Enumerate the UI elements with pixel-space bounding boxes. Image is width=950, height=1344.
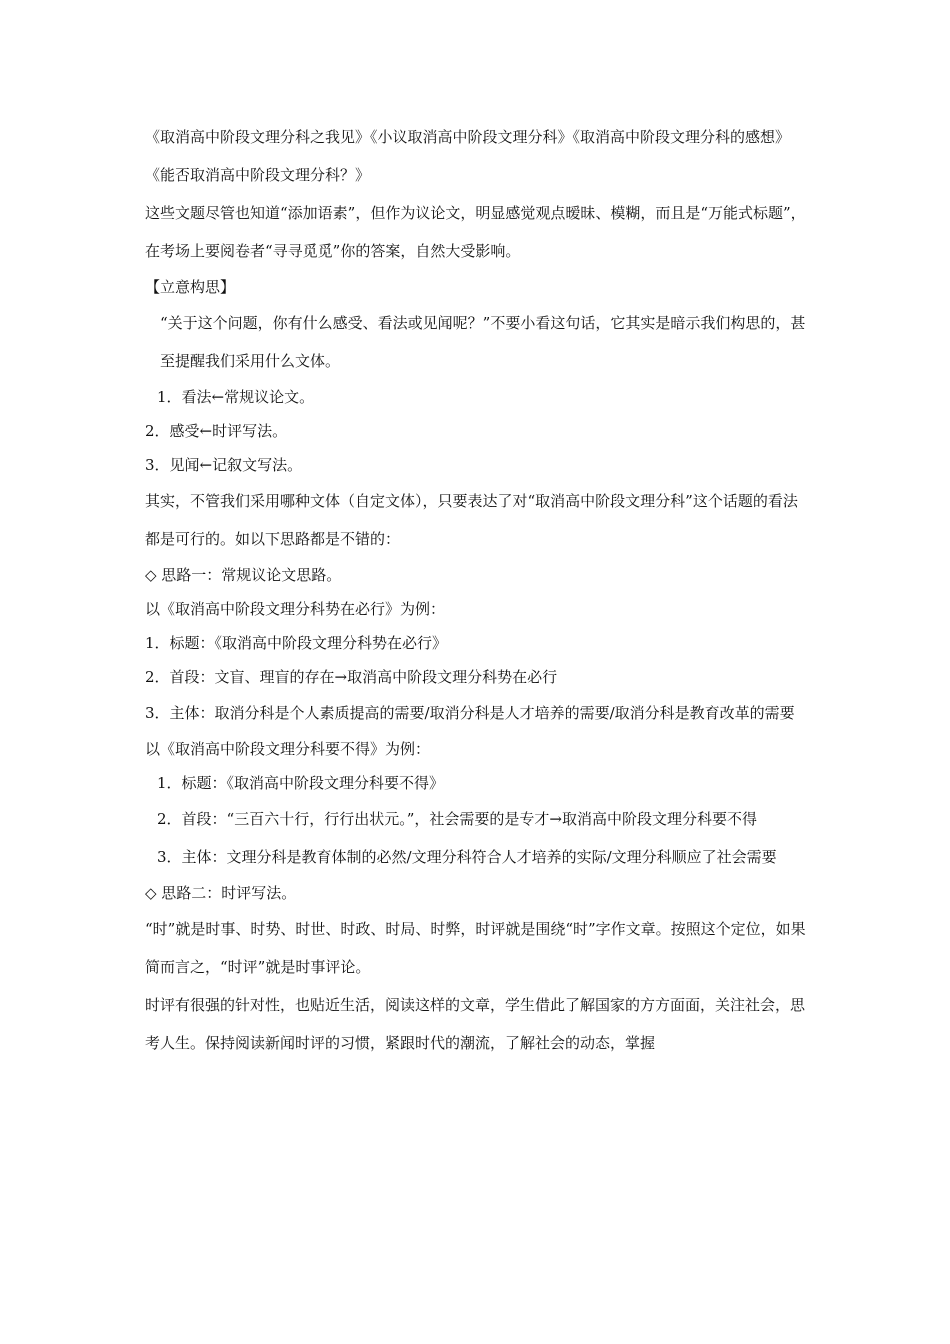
list-item: 3．见闻←记叙文写法。 bbox=[145, 456, 303, 474]
sub-heading: ◇ 思路二：时评写法。 bbox=[145, 884, 297, 902]
paragraph: 以《取消高中阶段文理分科要不得》为例： bbox=[145, 740, 431, 758]
section-heading: 【立意构思】 bbox=[145, 278, 236, 296]
list-item: 2．首段：文盲、理盲的存在→取消高中阶段文理分科势在必行 bbox=[145, 668, 558, 686]
list-item: 3．主体：文理分科是教育体制的必然/文理分科符合人才培养的实际/文理分科顺应了社会需要 bbox=[157, 848, 777, 866]
list-item: 1．标题：《取消高中阶段文理分科势在必行》 bbox=[145, 634, 448, 652]
paragraph: “时”就是时事、时势、时世、时政、时局、时弊，时评就是围绕“时”字作文章。按照这个定位，如果简而言之，“时评”就是时事评论。 bbox=[145, 920, 806, 976]
paragraph: 这些文题尽管也知道“添加语素”，但作为议论文，明显感觉观点暧昧、模糊，而且是“万能式标题”，在考场上要阅卷者“寻寻觅觅”你的答案，自然大受影响。 bbox=[145, 204, 806, 260]
paragraph: 其实，不管我们采用哪种文体（自定文体），只要表达了对“取消高中阶段文理分科”这个话题的看法都是可行的。如以下思路都是不错的： bbox=[145, 492, 798, 548]
paragraph: “关于这个问题，你有什么感受、看法或见闻呢？”不要小看这句话，它其实是暗示我们构思的，甚至提醒我们采用什么文体。 bbox=[160, 314, 806, 370]
paragraph: 以《取消高中阶段文理分科势在必行》为例： bbox=[145, 600, 446, 618]
list-item: 1．标题：《取消高中阶段文理分科要不得》 bbox=[157, 774, 445, 792]
sub-heading: ◇ 思路一：常规议论文思路。 bbox=[145, 566, 342, 584]
list-item: 2．首段：“三百六十行，行行出状元。”，社会需要的是专才→取消高中阶段文理分科要不得 bbox=[157, 810, 757, 828]
list-item: 1．看法←常规议论文。 bbox=[157, 388, 315, 406]
list-item: 3．主体：取消分科是个人素质提高的需要/取消分科是人才培养的需要/取消分科是教育改革的需要 bbox=[145, 704, 795, 722]
paragraph: 《取消高中阶段文理分科之我见》《小议取消高中阶段文理分科》《取消高中阶段文理分科的感想》《能否取消高中阶段文理分科？》 bbox=[145, 128, 791, 184]
document-body bbox=[145, 118, 807, 1062]
paragraph: 时评有很强的针对性，也贴近生活，阅读这样的文章，学生借此了解国家的方方面面，关注社会，思考人生。保持阅读新闻时评的习惯，紧跟时代的潮流，了解社会的动态，掌握 bbox=[145, 996, 806, 1052]
list-item: 2．感受←时评写法。 bbox=[145, 422, 288, 440]
